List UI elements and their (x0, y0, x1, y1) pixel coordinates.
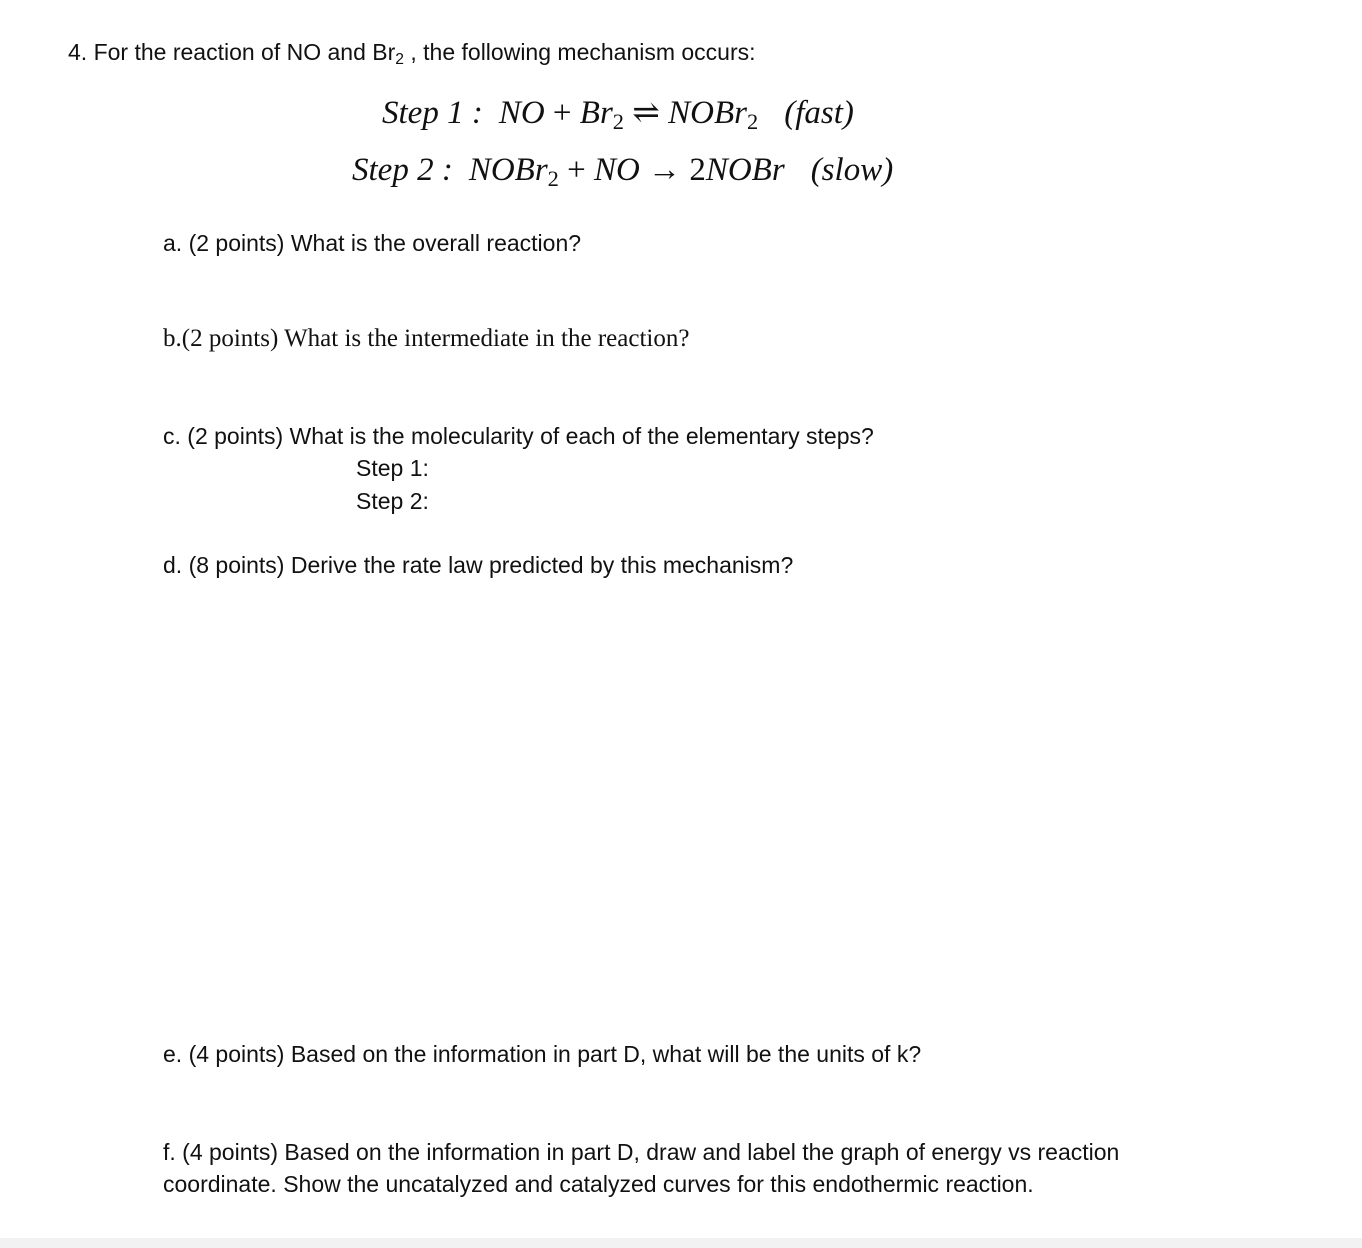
step2-coefficient: 2 (689, 152, 706, 188)
question-intro-suffix: , the following mechanism occurs: (403, 39, 756, 65)
part-b-question: b.(2 points) What is the intermediate in the reaction? (163, 325, 690, 352)
mechanism-step-2 (352, 150, 893, 193)
step2-product: NOBr (705, 152, 785, 188)
part-c-step1: Step 1: (356, 455, 429, 481)
step1-speed: (fast) (784, 95, 854, 131)
step1-br-subscript: 2 (612, 109, 624, 135)
question-intro-text: 4. For the reaction of NO and Br (68, 39, 396, 65)
step1-reactant-no: NO (498, 95, 545, 131)
step2-speed: (slow) (810, 152, 894, 188)
part-c-question: c. (2 points) What is the molecularity of each of the elementary steps? (163, 423, 874, 449)
step1-plus: + (552, 95, 572, 131)
right-arrow-icon: → (648, 152, 682, 188)
step1-label: Step 1 : (382, 95, 483, 131)
mechanism-step-1 (382, 93, 854, 136)
step1-product-subscript: 2 (747, 109, 759, 135)
step2-label: Step 2 : (352, 152, 453, 188)
step2-reactant-nobr2: NOBr (468, 152, 548, 188)
part-a-question: a. (2 points) What is the overall reaction? (163, 230, 582, 256)
step2-nobr2-subscript: 2 (547, 166, 559, 192)
equilibrium-arrow-icon: ⇌ (632, 95, 660, 131)
step2-plus: + (567, 152, 586, 188)
part-f-question-line2: coordinate. Show the uncatalyzed and catalyzed curves for this endothermic reaction. (163, 1171, 1034, 1197)
part-c-step2: Step 2: (356, 488, 429, 514)
step2-reactant-no: NO (594, 152, 640, 188)
question-intro (68, 37, 756, 71)
page-bottom-edge (0, 1238, 1362, 1248)
part-f-question-line1: f. (4 points) Based on the information in part D, draw and label the graph of energy vs reaction (163, 1139, 1120, 1165)
intro-subscript: 2 (395, 51, 404, 69)
step1-reactant-br: Br (579, 95, 613, 131)
step1-product: NOBr (668, 95, 747, 131)
part-d-question: d. (8 points) Derive the rate law predicted by this mechanism? (163, 552, 794, 578)
part-e-question: e. (4 points) Based on the information in part D, what will be the units of k? (163, 1041, 922, 1067)
